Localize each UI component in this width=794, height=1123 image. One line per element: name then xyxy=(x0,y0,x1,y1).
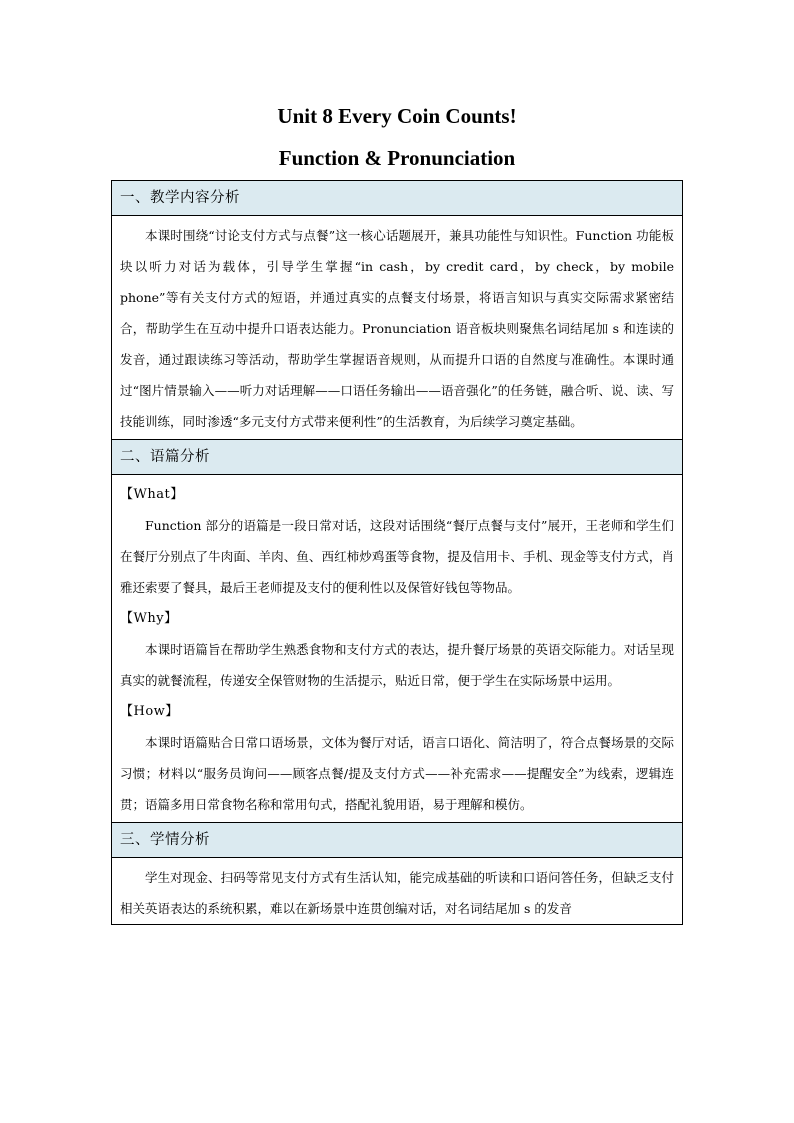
what-label: 【What】 xyxy=(120,487,184,502)
section-heading-learner-analysis: 三、学情分析 xyxy=(112,823,683,858)
section-body-learner-analysis xyxy=(112,858,683,925)
why-label: 【Why】 xyxy=(120,611,178,626)
what-paragraph: Function 部分的语篇是一段日常对话，这段对话围绕“餐厅点餐与支付”展开，王老师和学生们在餐厅分别点了牛肉面、羊肉、鱼、西红柿炒鸡蛋等食物，提及信用卡、手机、现金等支付方式，肖雅还索要了餐具，最后王老师提及支付的便利性以及保管好钱包等物品。 xyxy=(120,518,674,595)
section-heading-content-analysis: 一、教学内容分析 xyxy=(112,181,683,216)
section-body-discourse-analysis xyxy=(112,475,683,823)
table-row xyxy=(112,440,683,475)
why-paragraph: 本课时语篇旨在帮助学生熟悉食物和支付方式的表达，提升餐厅场景的英语交际能力。对话呈现真实的就餐流程，传递安全保管财物的生活提示，贴近日常，便于学生在实际场景中运用。 xyxy=(120,642,674,688)
table-row xyxy=(112,823,683,858)
section-body-content-analysis xyxy=(112,216,683,440)
table-row xyxy=(112,181,683,216)
document-title: Unit 8 Every Coin Counts! xyxy=(277,104,517,128)
document-subtitle: Function & Pronunciation xyxy=(278,146,516,170)
table-row xyxy=(112,858,683,925)
lesson-plan-table xyxy=(111,180,683,925)
content-analysis-paragraph: 本课时围绕“讨论支付方式与点餐”这一核心话题展开，兼具功能性与知识性。Function 功能板块以听力对话为载体，引导学生掌握“in cash，by credit card，by check，by mobile phone”等有关支付方式的短语，并通过真实的点餐支付场景，将语言知识与真实交际需求紧密结合，帮助学生在互动中提升口语表达能力。Pronunciation 语音板块则聚焦名词结尾加 s 和连读的发音，通过跟读练习等活动，帮助学生掌握语音规则，从而提升口语的自然度与准确性。本课时通过“图片情景输入——听力对话理解——口语任务输出——语音强化”的任务链，融合听、说、读、写技能训练，同时渗透“多元支付方式带来便利性”的生活教育，为后续学习奠定基础。 xyxy=(120,228,674,429)
how-label: 【How】 xyxy=(120,704,179,719)
how-paragraph: 本课时语篇贴合日常口语场景，文体为餐厅对话，语言口语化、简洁明了，符合点餐场景的交际习惯；材料以“服务员询问——顾客点餐/提及支付方式——补充需求——提醒安全”为线索，逻辑连贯；语篇多用日常食物名称和常用句式，搭配礼貌用语，易于理解和模仿。 xyxy=(120,735,674,812)
section-heading-discourse-analysis: 二、语篇分析 xyxy=(112,440,683,475)
table-row xyxy=(112,216,683,440)
table-row xyxy=(112,475,683,823)
learner-analysis-paragraph: 学生对现金、扫码等常见支付方式有生活认知，能完成基础的听读和口语问答任务，但缺乏支付相关英语表达的系统积累，难以在新场景中连贯创编对话，对名词结尾加 s 的发音 xyxy=(120,870,674,916)
